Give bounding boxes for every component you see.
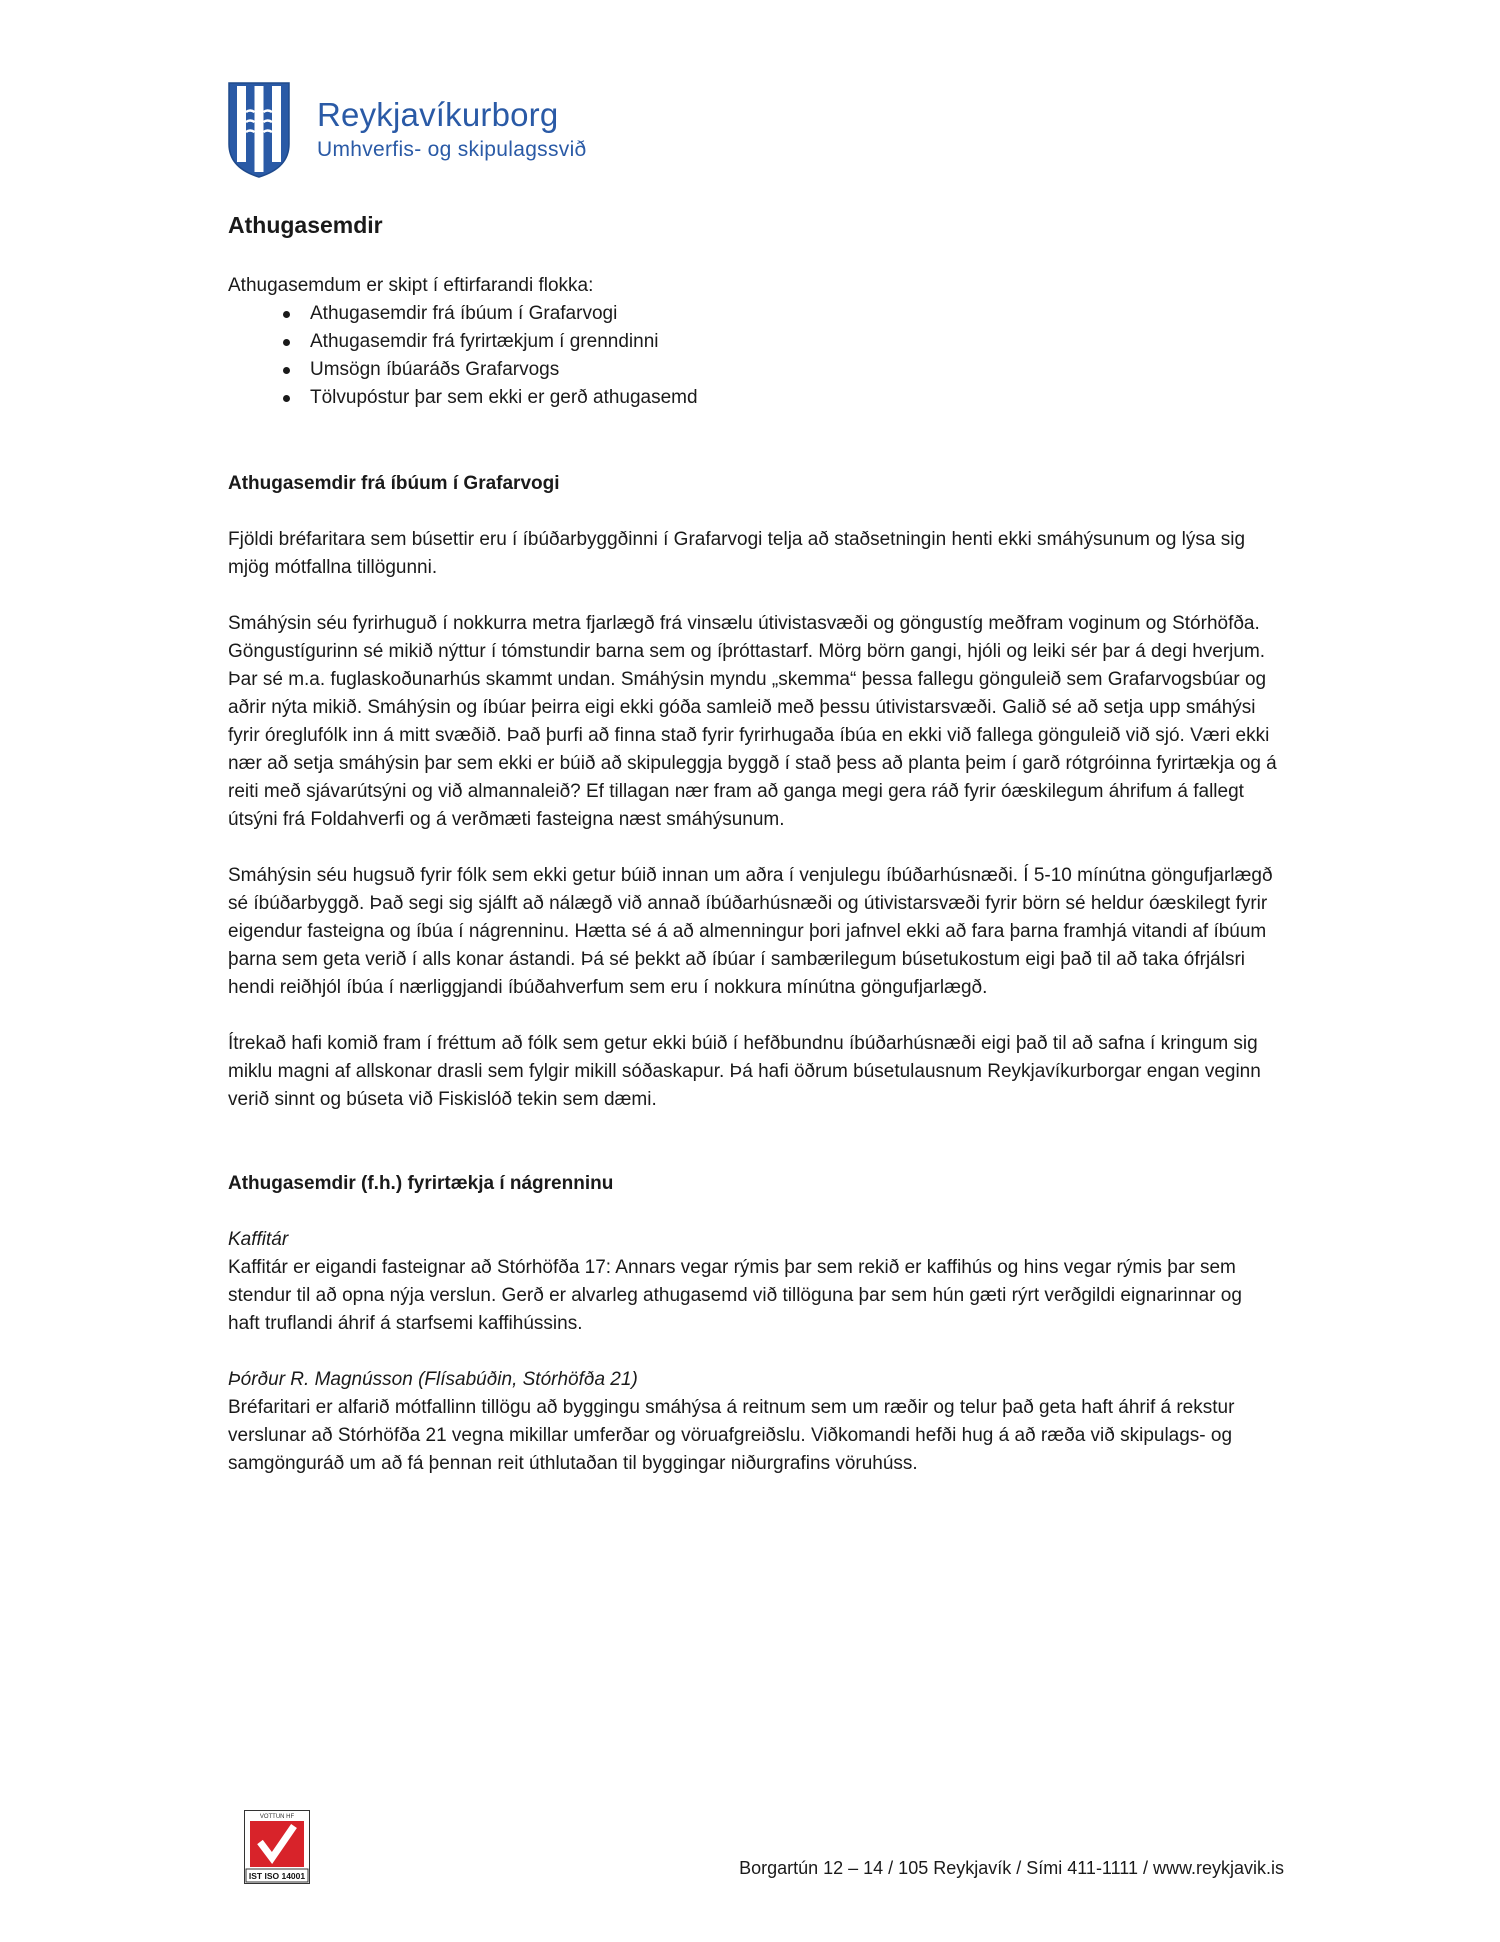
badge-top-text: VOTTUN HF [259,1814,295,1820]
list-item: Umsögn íbúaráðs Grafarvogs [283,356,1278,384]
list-item: Athugasemdir frá íbúum í Grafarvogi [283,300,1278,328]
entry-text: Bréfaritari er alfarið mótfallinn tillögu að byggingu smáhýsa á reitnum sem um ræðir og telur það geta haft áhrif á rekstur verslunar að Stórhöfða 21 vegna mikillar umferðar og vöruafgreiðslu. Viðkomandi hefði hug á að ræða við skipulags- og samgönguráð um að fá þennan reit úthlutaðan til byggingar niðurgrafins vöruhúss. [228,1397,1235,1474]
list-item: Athugasemdir frá fyrirtækjum í grenndinni [283,328,1278,356]
org-subtitle: Umhverfis- og skipulagssvið [317,138,587,161]
org-name: Reykjavíkurborg [317,96,559,133]
list-item: Tölvupóstur þar sem ekki er gerð athugasemd [283,384,1278,412]
footer-address: Borgartún 12 – 14 / 105 Reykjavík / Sími 411-1111 / www.reykjavik.is [739,1858,1284,1878]
section-heading-companies: Athugasemdir (f.h.) fyrirtækja í nágrenninu [228,1173,614,1194]
paragraph: Smáhýsin séu fyrirhuguð í nokkurra metra fjarlægð frá vinsælu útivistasvæði og göngustíg meðfram voginum og Stórhöfða. Göngustígurinn sé mikið nýttur í tómstundir barna sem og íþróttastarf. Mörg börn gangi, hjóli og leiki sér þar á degi hverjum. Þar sé m.a. fuglaskoðunarhús skammt undan. Smáhýsin myndu „skemma“ þessa fallegu gönguleið sem Grafarvogsbúar og aðrir nýta mikið. Smáhýsin og íbúar þeirra eigi ekki góða samleið með þessu útivistarsvæði. Galið sé að setja upp smáhýsi fyrir óreglufólk inn á mitt svæðið. Það þurfi að finna stað fyrir fyrirhugaða íbúa en ekki við fallega gönguleið við sjó. Væri ekki nær að setja smáhýsin þar sem ekki er búið að skipuleggja byggð í stað þess að planta þeim í garð rótgróinna fyrirtækja og á reiti með sjávarútsýni og við almannaleið? Ef tillagan nær fram að ganga megi gera ráð fyrir óæskilegum áhrifum á fallegt útsýni frá Foldahverfi og á verðmæti fasteigna næst smáhýsunum. [228,613,1277,830]
entry-name: Þórður R. Magnússon (Flísabúðin, Stórhöfða 21) [228,1369,638,1390]
document-body [228,208,1278,1478]
city-crest-icon [228,82,290,178]
intro-text: Athugasemdum er skipt í eftirfarandi flokka: [228,275,594,296]
entry-text: Kaffitár er eigandi fasteignar að Stórhöfða 17: Annars vegar rýmis þar sem rekið er kaffihús og hins vegar rýmis þar sem stendur til að opna nýja verslun. Gerð er alvarleg athugasemd við tillöguna þar sem hún gæti rýrt verðgildi eignarinnar og haft truflandi áhrif á starfsemi kaffihússins. [228,1257,1242,1334]
paragraph: Fjöldi bréfaritara sem búsettir eru í íbúðarbyggðinni í Grafarvogi telja að staðsetningin henti ekki smáhýsunum og lýsa sig mjög mótfallna tillögunni. [228,529,1246,578]
entry-name: Kaffitár [228,1229,289,1250]
paragraph: Smáhýsin séu hugsuð fyrir fólk sem ekki getur búið innan um aðra í venjulegu íbúðarhúsnæði. Í 5-10 mínútna göngufjarlægð sé íbúðarbyggð. Það segi sig sjálft að nálægð við annað íbúðarhúsnæði og útivistarsvæði fyrir börn sé heldur óæskilegt fyrir eigendur fasteigna og íbúa í nágrenninu. Hætta sé á að almenningur þori jafnvel ekki að fara þarna framhjá vitandi af íbúum þarna sem geta verið í alls konar ástandi. Þá sé þekkt að íbúar í sambærilegum búsetukostum eigi það til að taka ófrjálsri hendi reiðhjól íbúa í nærliggjandi íbúðahverfum sem eru í nokkura mínútna göngufjarlægð. [228,865,1273,998]
paragraph: Ítrekað hafi komið fram í fréttum að fólk sem getur ekki búið í hefðbundnu íbúðarhúsnæði eigi það til að safna í kringum sig miklu magni af allskonar drasli sem fylgir mikill sóðaskapur. Þá hafi öðrum búsetulausnum Reykjavíkurborgar engan veginn verið sinnt og búseta við Fiskislóð tekin sem dæmi. [228,1033,1261,1110]
section-heading-residents: Athugasemdir frá íbúum í Grafarvogi [228,473,560,494]
reykjavik-logo [228,82,628,182]
iso-certification-badge [244,1810,310,1884]
badge-text: IST ISO 14001 [248,1871,306,1881]
category-list [228,300,1278,412]
page-title: Athugasemdir [228,212,383,238]
